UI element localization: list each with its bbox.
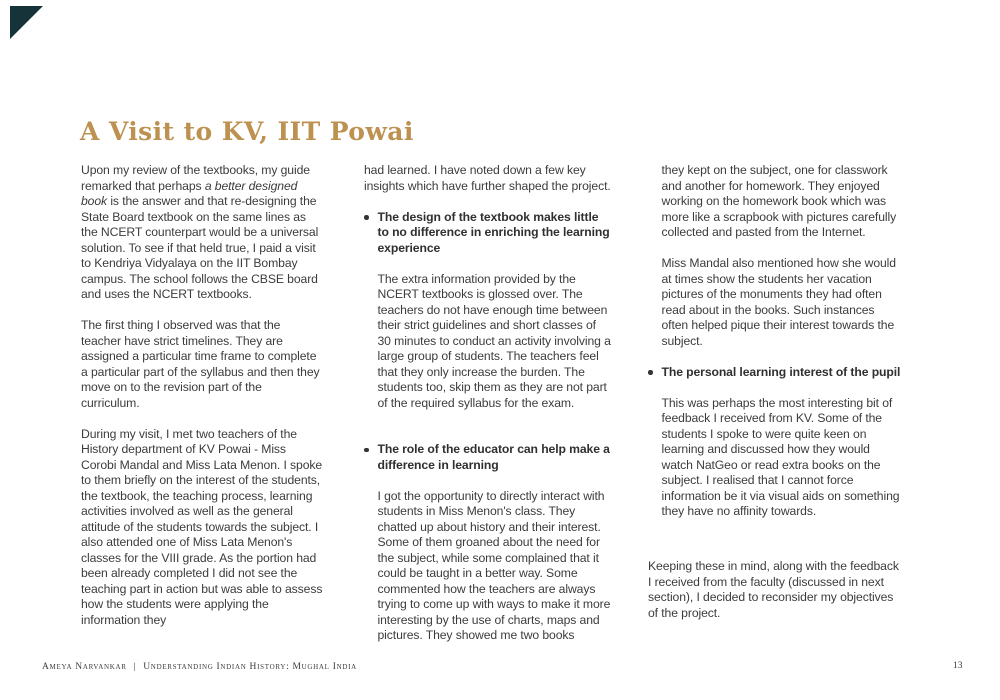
footer-book-title: Understanding Indian History: Mughal India — [143, 662, 357, 672]
footer-author: Ameya Narvankar — [42, 662, 127, 672]
bullet-item — [648, 365, 902, 536]
bullet-body: This was perhaps the most interesting bit of feedback I received from KV. Some of the students I spoke to were quite keen on learning and discussed how they would watch NatGeo or read extra books on the subject. I realised that I cannot force information be it via visual aids on something they have no affinity towards. — [661, 395, 900, 518]
paragraph: they kept on the subject, one for classwork and another for homework. They enjoyed working on the homework book which was more like a scrapbook with pictures carefully collected and pasted from the Internet. — [661, 163, 897, 239]
corner-fold-icon — [10, 6, 43, 39]
bullet-item — [364, 210, 612, 427]
closing-paragraph: Keeping these in mind, along with the feedback I received from the faculty (discussed in next section), I decided to reconsider my objectives of the project. — [648, 559, 899, 620]
bullet-item — [364, 442, 612, 659]
paragraph: During my visit, I met two teachers of the History department of KV Powai - Miss Corobi Mandal and Miss Lata Menon. I spoke to them briefly on the interest of the students, the textbook, the teaching process, learning activities involved as well as the general attitude of the students towards the subject. I also attended one of Miss Lata Menon's classes for the VIII grade. As the portion had been already completed I did not see the teaching part in action but was able to assess how the students were applying the information they — [81, 426, 323, 627]
bullet-heading: The role of the educator can help make a difference in learning — [377, 442, 610, 472]
bullet-content — [378, 442, 613, 659]
footer — [42, 662, 357, 672]
column-3 — [648, 163, 902, 637]
page-title: A Visit to KV, IIT Powai — [80, 116, 414, 146]
bullet-dot-icon — [648, 370, 653, 375]
bullet-content — [378, 210, 613, 427]
column-2 — [364, 163, 612, 675]
bullet-content — [662, 365, 903, 536]
paragraph: The first thing I observed was that the teacher have strict timelines. They are assigned a particular time frame to complete a particular part of the syllabus and then they move on to the revision part of the curriculum. — [81, 318, 320, 410]
bullet-body: The extra information provided by the NCERT textbooks is glossed over. The teachers do not have enough time between their strict guidelines and short classes of 30 minutes to conduct an activity involving a large group of students. The teachers feel that they only increase the burden. The students too, skip them as they are not part of the required syllabus for the exam. — [377, 271, 611, 410]
bullet-body: I got the opportunity to directly interact with students in Miss Menon's class. They chatted up about history and their interest. Some of them groaned about the need for the subject, while some complained that it could be taught in a better way. Some commented how the teachers are always trying to come up with ways to make it more interesting by the use of charts, maps and pictures. They showed me two books — [377, 488, 611, 642]
bullet-heading: The personal learning interest of the pupil — [661, 364, 901, 379]
paragraph: Upon my review of the textbooks, my guide remarked that perhaps a better designed book is the answer and that re-designing the State Board textbook on the same lines as the NCERT counterpart would be a universal solution. To see if that held true, I paid a visit to Kendriya Vidyalaya on the IIT Bombay campus. The school follows the CBSE board and uses the NCERT textbooks. — [81, 163, 319, 301]
paragraph: Miss Mandal also mentioned how she would at times show the students her vacation pictures of the monuments they had often read about in the books. Such instances often helped pique their interest towards the subject. — [661, 256, 896, 348]
bullet-heading: The design of the textbook makes little to no difference in enriching the learning experience — [377, 209, 610, 255]
bullet-dot-icon — [364, 215, 369, 220]
bullet-dot-icon — [364, 448, 369, 453]
paragraph: had learned. I have noted down a few key insights which have further shaped the project. — [364, 163, 611, 193]
column-1 — [81, 163, 323, 644]
footer-separator: | — [133, 662, 137, 672]
page-number: 13 — [953, 661, 963, 671]
